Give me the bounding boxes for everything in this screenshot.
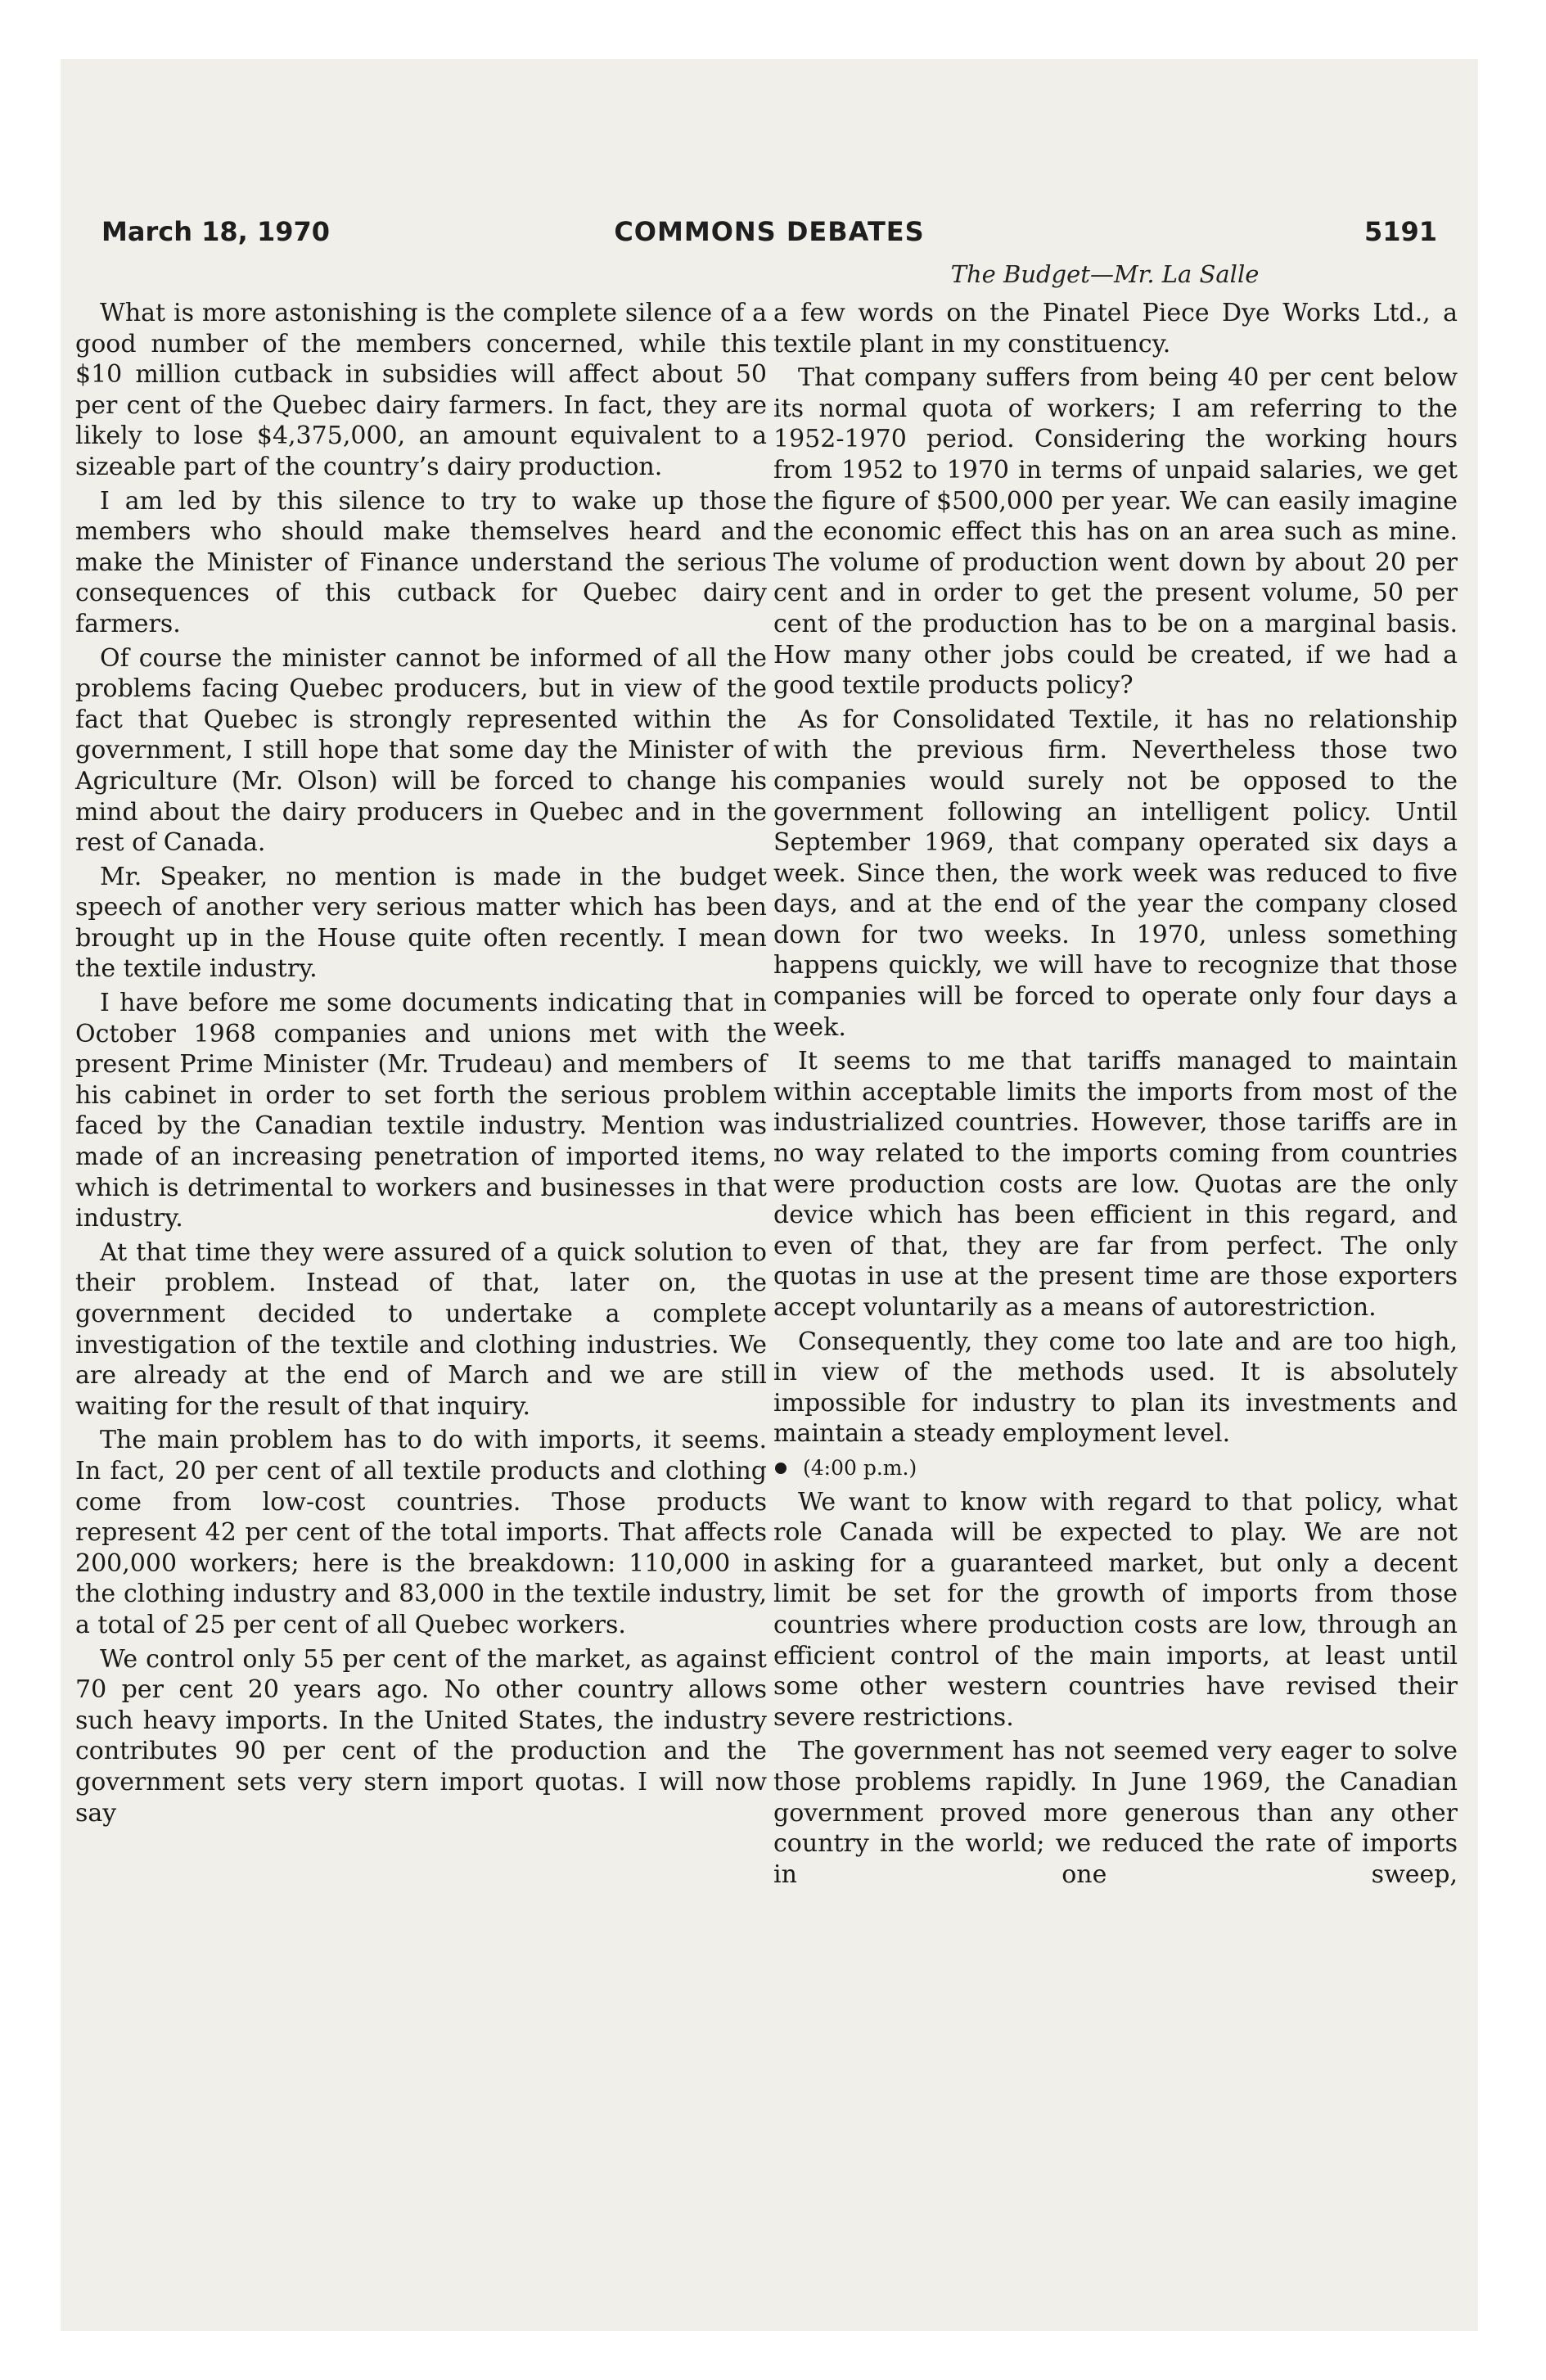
paragraph: We want to know with regard to that policy, what role Canada will be expected to play. We are not asking for a guaranteed market, but only a decent limit be set for the growth of imports from those countries where production costs are low, through an efficient control of the main imports, at least until some other western countries have revised their severe restrictions. <box>773 1487 1458 1732</box>
timestamp <box>773 1453 1458 1484</box>
right-column <box>773 298 1458 1893</box>
paragraph: Consequently, they come too late and are too high, in view of the methods used. It is absolutely impossible for industry to plan its investments and maintain a steady employment level. <box>773 1327 1458 1449</box>
running-head: The Budget—Mr. La Salle <box>950 260 1260 288</box>
paragraph: Mr. Speaker, no mention is made in the budget speech of another very serious matter which has been brought up in the House quite often recently. I mean the textile industry. <box>75 862 767 984</box>
paragraph: What is more astonishing is the complete silence of a good number of the members concerned, while this $10 million cutback in subsidies will affect about 50 per cent of the Quebec dairy farmers. In fact, they are likely to lose $4,375,000, an amount equivalent to a sizeable part of the country’s dairy production. <box>75 299 767 481</box>
page-header <box>101 216 1437 257</box>
paragraph: We control only 55 per cent of the market, as against 70 per cent 20 years ago. No other country allows such heavy imports. In the United States, the industry contributes 90 per cent of the production and the government sets very stern import quotas. I will now say <box>75 1644 767 1828</box>
timestamp-text: (4:00 p.m.) <box>803 1455 917 1480</box>
paragraph: Of course the minister cannot be informed of all the problems facing Quebec producers, but in view of the fact that Quebec is strongly represented within the government, I still hope that some day the Minister of Agriculture (Mr. Olson) will be forced to change his mind about the dairy producers in Quebec and in the rest of Canada. <box>75 643 767 858</box>
paragraph: That company suffers from being 40 per cent below its normal quota of workers; I am referring to the 1952-1970 period. Considering the working hours from 1952 to 1970 in terms of unpaid salaries, we get the figure of $500,000 per year. We can easily imagine the economic effect this has on an area such as mine. The volume of production went down by about 20 per cent and in order to get the present volume, 50 per cent of the production has to be on a marginal basis. How many other jobs could be created, if we had a good textile products policy? <box>773 363 1458 701</box>
paragraph: I am led by this silence to try to wake up those members who should make themselves heard and make the Minister of Finance understand the serious consequences of this cutback for Quebec dairy farmers. <box>75 486 767 638</box>
scanned-page <box>61 59 1478 2331</box>
paragraph: As for Consolidated Textile, it has no relationship with the previous firm. Nevertheless those two companies would surely not be opposed to the government following an intelligent policy. Until September 1969, that company operated six days a week. Since then, the work week was reduced to five days, and at the end of the year the company closed down for two weeks. In 1970, unless something happens quickly, we will have to recognize that those companies will be forced to operate only four days a week. <box>773 705 1458 1042</box>
bullet-icon <box>775 1463 787 1474</box>
paragraph: The government has not seemed very eager to solve those problems rapidly. In June 1969, the Canadian government proved more generous than any other country in the world; we reduced the rate of imports in one sweep, <box>773 1737 1458 1889</box>
header-title: COMMONS DEBATES <box>614 216 925 247</box>
left-column <box>75 298 767 1832</box>
paragraph: At that time they were assured of a quick solution to their problem. Instead of that, later on, the government decided to undertake a complete investigation of the textile and clothing industries. We are already at the end of March and we are still waiting for the result of that inquiry. <box>75 1237 767 1421</box>
header-page-number: 5191 <box>1363 216 1437 247</box>
continued-paragraph: a few words on the Pinatel Piece Dye Works Ltd., a textile plant in my constituency. <box>773 299 1458 358</box>
header-date: March 18, 1970 <box>101 216 330 247</box>
paragraph: I have before me some documents indicating that in October 1968 companies and unions met with the present Prime Minister (Mr. Trudeau) and members of his cabinet in order to set forth the serious problem faced by the Canadian textile industry. Mention was made of an increasing penetration of imported items, which is detrimental to workers and businesses in that industry. <box>75 989 767 1233</box>
paragraph: The main problem has to do with imports, it seems. In fact, 20 per cent of all textile products and clothing come from low-cost countries. Those products represent 42 per cent of the total imports. That affects 200,000 workers; here is the breakdown: 110,000 in the clothing industry and 83,000 in the textile industry, a total of 25 per cent of all Quebec workers. <box>75 1426 767 1639</box>
paragraph: It seems to me that tariffs managed to maintain within acceptable limits the imports from most of the industrialized countries. However, those tariffs are in no way related to the imports coming from countries were production costs are low. Quotas are the only device which has been efficient in this regard, and even of that, they are far from perfect. The only quotas in use at the present time are those exporters accept voluntarily as a means of autorestriction. <box>773 1047 1458 1322</box>
